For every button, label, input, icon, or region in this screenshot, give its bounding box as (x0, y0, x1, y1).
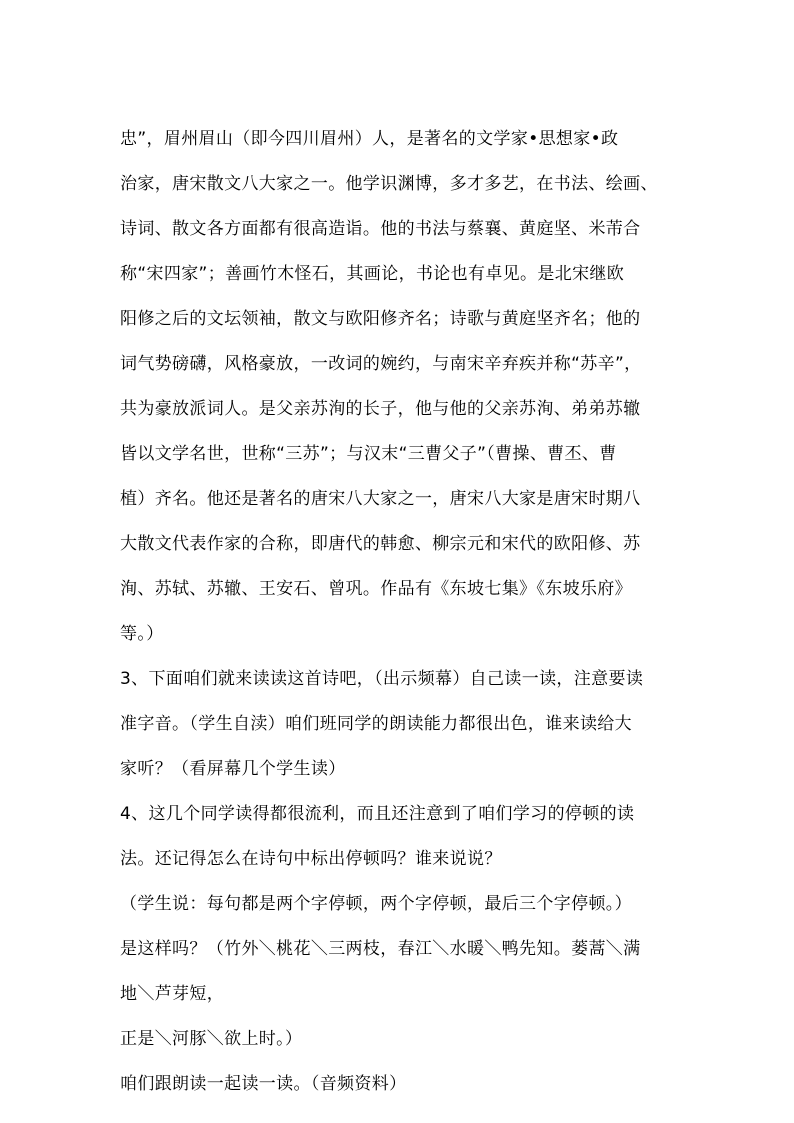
text-line: 地＼芦芽短， (120, 984, 225, 1004)
text-line: 准字音。（学生自渎）咱们班同学的朗读能力都很出色，谁来读给大 (120, 714, 632, 734)
text-line: 洵、苏轼、苏辙、王安石、曾巩。作品有《东坡七集》《东坡乐府》 (120, 579, 632, 599)
text-line: 是这样吗？（竹外＼桃花＼三两枝，春江＼水暖＼鸭先知。蒌蒿＼满 (120, 939, 641, 959)
text-line: 阳修之后的文坛领袖，散文与欧阳修齐名；诗歌与黄庭坚齐名；他的 (120, 309, 641, 329)
text-line: 诗词、散文各方面都有很高造诣。他的书法与蔡襄、黄庭坚、米芾合 (120, 219, 641, 239)
text-line: 3、下面咱们就来读读这首诗吧，（出示频幕）自己读一读，注意要读 (120, 669, 644, 689)
text-line: 法。还记得怎么在诗句中标出停顿吗？谁来说说？ (120, 849, 502, 869)
text-line: （学生说：每句都是两个字停顿，两个字停顿，最后三个字停顿。） (120, 894, 632, 914)
text-line: 正是＼河豚＼欲上时。） (120, 1029, 303, 1049)
text-line: 家听？（看屏幕几个学生读） (120, 759, 346, 779)
text-line: 等。） (120, 624, 164, 644)
text-line: 词气势磅礴，风格豪放，一改词的婉约，与南宋辛弃疾并称“苏辛”， (120, 354, 642, 374)
text-line: 忠”，眉州眉山（即今四川眉州）人，是著名的文学家•思想家•政 (120, 129, 619, 149)
text-line: 4、这几个同学读得都很流利，而且还注意到了咱们学习的停顿的读 (120, 804, 635, 824)
text-line: 皆以文学名世，世称“三苏”；与汉末“三曹父子”（曹操、曹丕、曹 (120, 444, 617, 464)
text-line: 治家，唐宋散文八大家之一。他学识渊博，多才多艺，在书法、绘画、 (120, 174, 658, 194)
text-line: 称“宋四家”；善画竹木怪石，其画论，书论也有卓见。是北宋继欧 (120, 264, 625, 284)
text-line: 咱们跟朗读一起读一读。（音频资料） (120, 1074, 407, 1094)
text-line: 大散文代表作家的合称，即唐代的韩愈、柳宗元和宋代的欧阳修、苏 (120, 534, 641, 554)
text-line: 共为豪放派词人。是父亲苏洵的长子，他与他的父亲苏洵、弟弟苏辙 (120, 399, 641, 419)
text-line: 植）齐名。他还是著名的唐宋八大家之一，唐宋八大家是唐宋时期八 (120, 489, 641, 509)
